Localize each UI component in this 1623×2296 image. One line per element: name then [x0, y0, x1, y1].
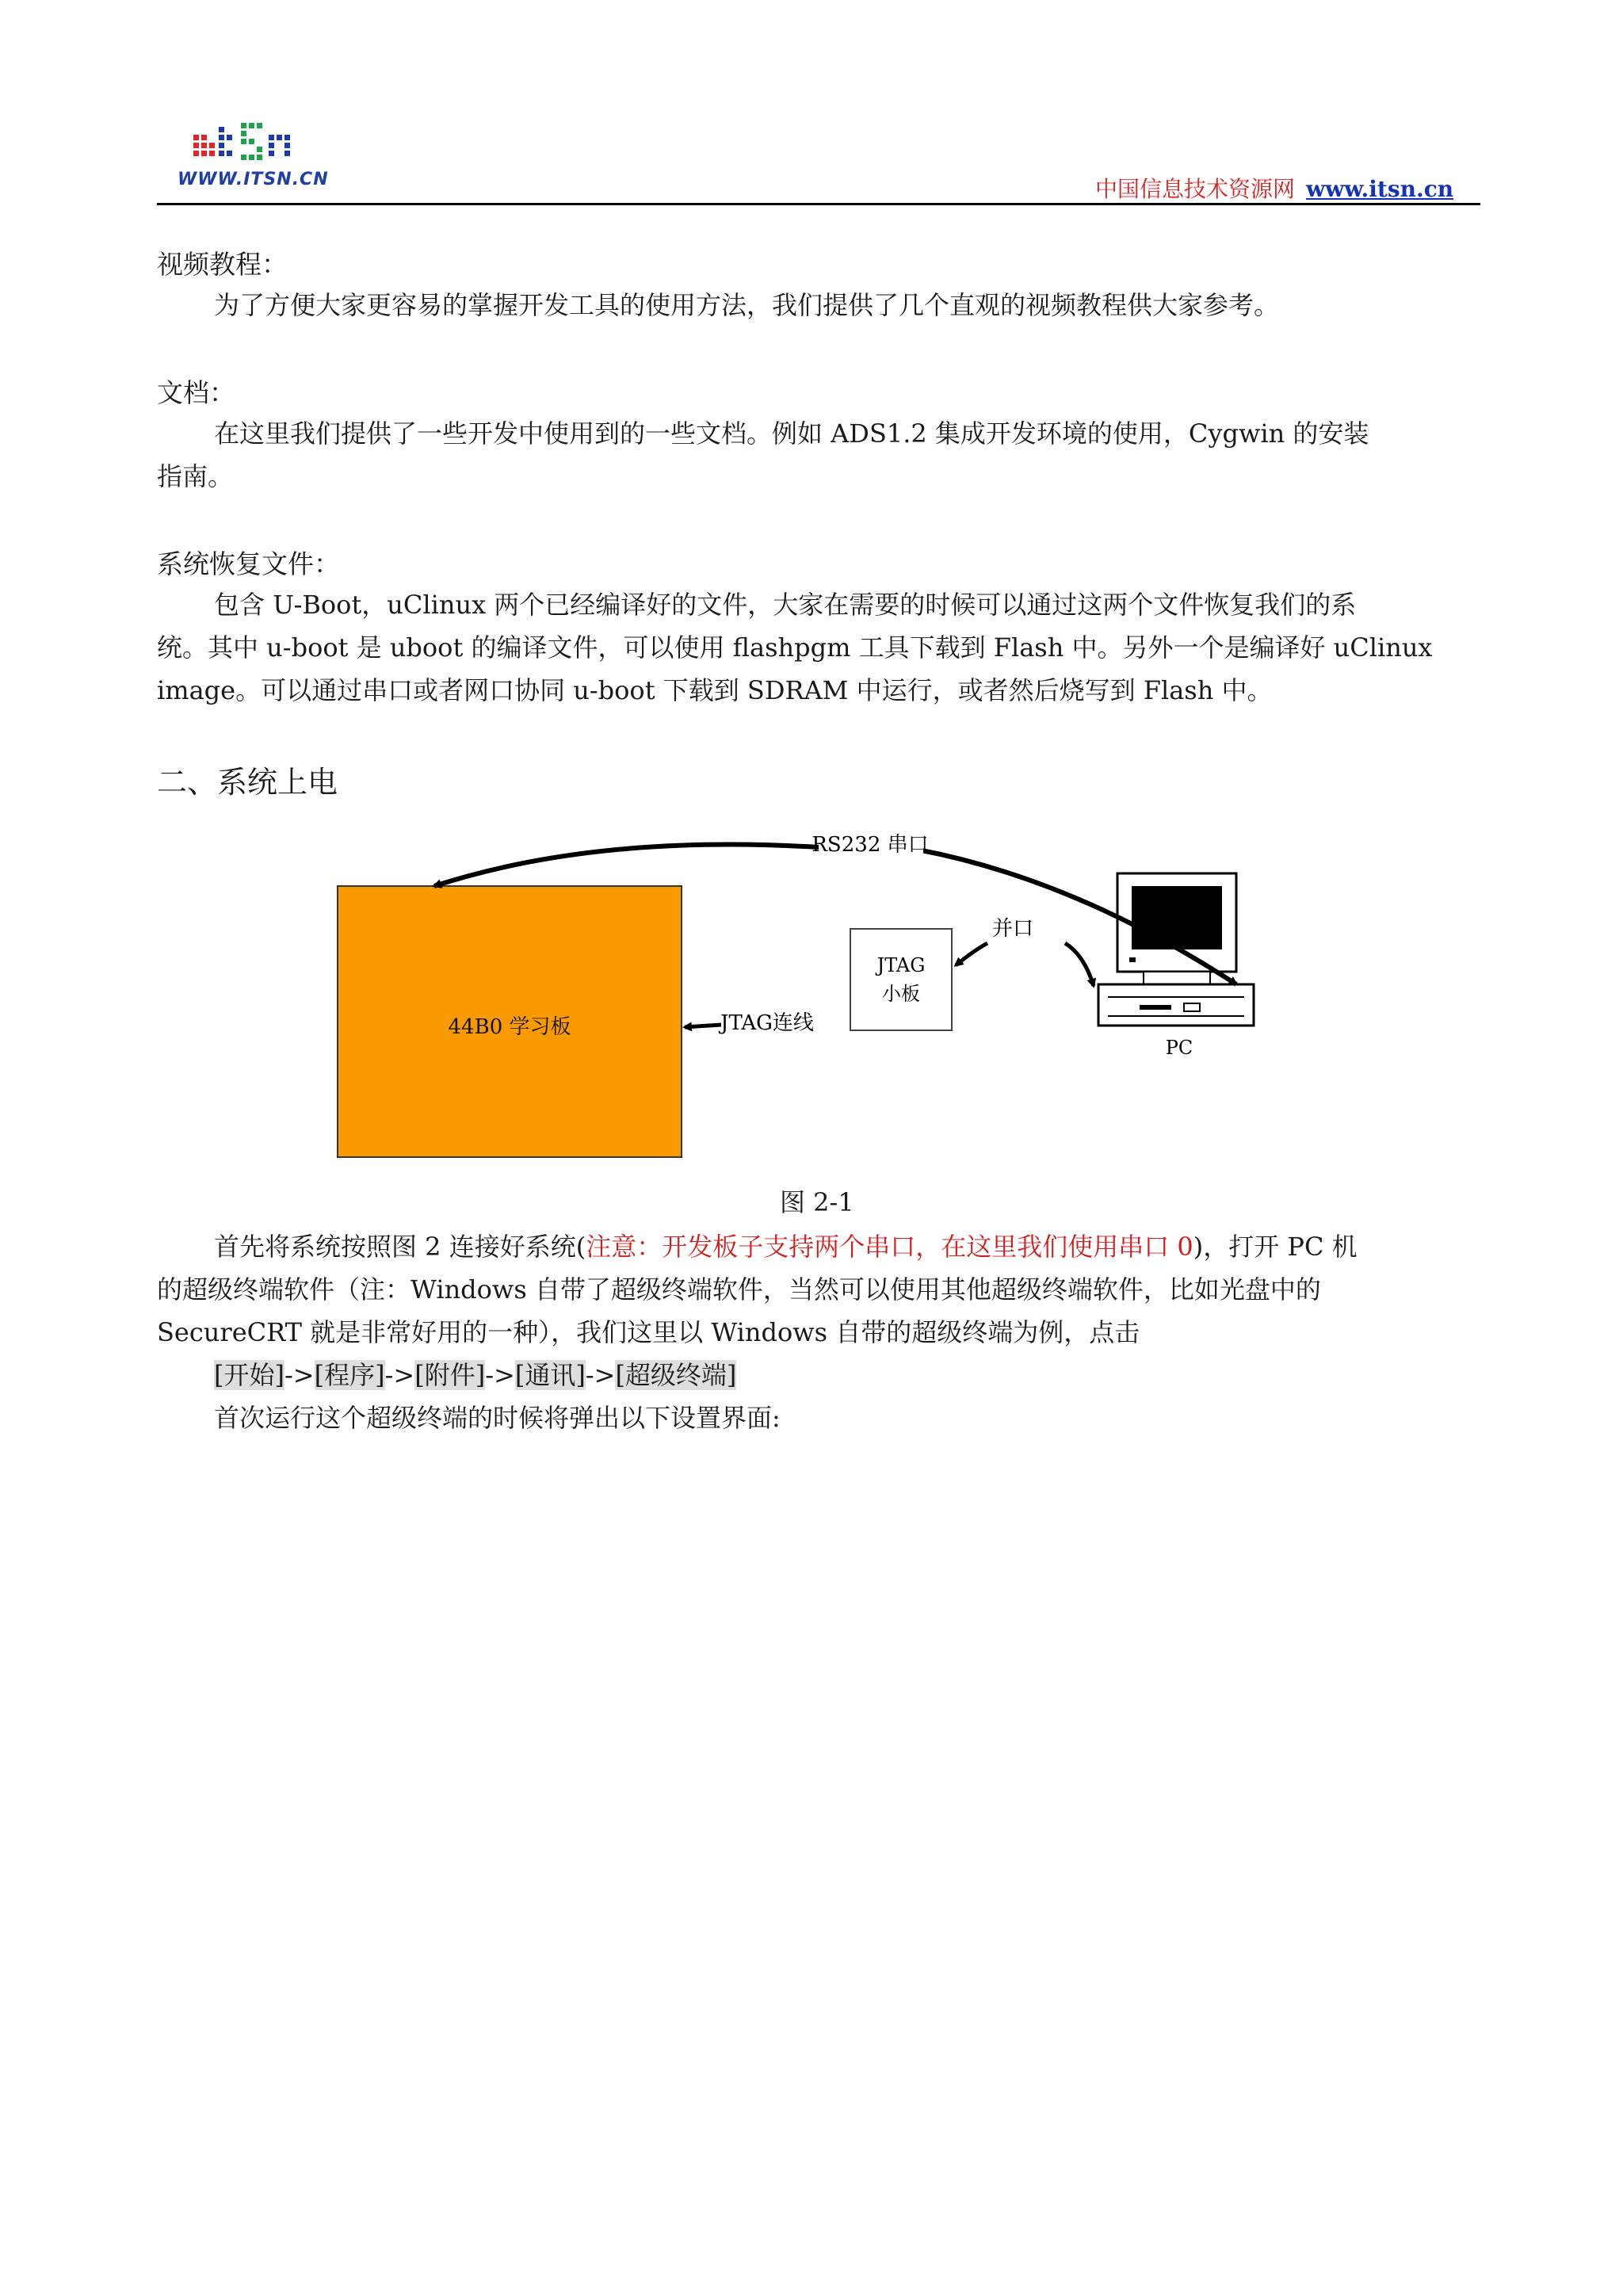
- menu-path-communications: [通讯]: [514, 1360, 586, 1390]
- body-para-1-line-3: SecureCRT 就是非常好用的一种），我们这里以 Windows 自带的超级终端为例，点击: [157, 1317, 1140, 1347]
- menu-sep: ->: [485, 1360, 515, 1390]
- site-header: [1095, 172, 1453, 204]
- site-url-link[interactable]: www.itsn.cn: [1306, 176, 1454, 202]
- parallel-arrow-left: [956, 943, 987, 965]
- rs232-label: RS232 串口: [812, 833, 929, 857]
- recovery-text-1: 包含 U-Boot，uClinux 两个已经编译好的文件，大家在需要的时候可以通过这两个文件恢复我们的系: [214, 590, 1357, 620]
- site-name: 中国信息技术资源网: [1095, 176, 1296, 202]
- parallel-arrow-right: [1065, 943, 1094, 986]
- body-para-1-line-1: [214, 1225, 1358, 1268]
- menu-path-start: [开始]: [214, 1360, 285, 1390]
- menu-path-accessories: [附件]: [414, 1360, 486, 1390]
- video-heading: 视频教程：: [157, 249, 288, 280]
- rs232-arrow: [434, 844, 831, 886]
- jtag-cable-label: JTAG连线: [720, 1011, 814, 1035]
- body-para-1-line-2: 的超级终端软件（注：Windows 自带了超级终端软件，当然可以使用其他超级终端软件，比如光盘中的: [157, 1274, 1321, 1305]
- docs-text-2: 指南。: [157, 461, 234, 491]
- menu-path: [214, 1354, 736, 1396]
- menu-path-hyperterminal: [超级终端]: [615, 1360, 737, 1390]
- jtag-box: [850, 929, 952, 1030]
- body-para-2: 首次运行这个超级终端的时候将弹出以下设置界面:: [214, 1403, 781, 1433]
- connection-diagram: [157, 824, 1480, 1173]
- jtag-label-1: JTAG: [876, 954, 926, 976]
- menu-sep: ->: [585, 1360, 616, 1390]
- body-para-1-start: 首先将系统按照图 2 连接好系统(: [214, 1232, 586, 1262]
- figure-caption: 图 2-1: [780, 1187, 854, 1217]
- pc-label: PC: [1165, 1037, 1193, 1059]
- recovery-heading: 系统恢复文件：: [157, 548, 340, 579]
- logo-text: WWW.ITSN.CN: [178, 170, 329, 189]
- parallel-label: 并口: [991, 917, 1034, 941]
- docs-text-1: 在这里我们提供了一些开发中使用到的一些文档。例如 ADS1.2 集成开发环境的使用，Cygwin 的安装: [214, 418, 1369, 449]
- video-text: 为了方便大家更容易的掌握开发工具的使用方法，我们提供了几个直观的视频教程供大家参考。: [214, 290, 1280, 320]
- docs-heading: 文档：: [157, 377, 235, 408]
- jtag-cable-arrow: [685, 1025, 721, 1027]
- body-para-1-end: )，打开 PC 机: [1193, 1232, 1358, 1262]
- menu-sep: ->: [284, 1360, 315, 1390]
- red-note: 注意：开发板子支持两个串口，在这里我们使用串口 0: [586, 1232, 1193, 1262]
- power-heading: 二、系统上电: [157, 765, 338, 800]
- menu-path-programs: [程序]: [314, 1360, 385, 1390]
- jtag-label-2: 小板: [882, 983, 920, 1005]
- recovery-text-3: image。可以通过串口或者网口协同 u-boot 下载到 SDRAM 中运行，或者然后烧写到 Flash 中。: [157, 675, 1273, 705]
- board-label: 44B0 学习板: [448, 1015, 571, 1039]
- header-rule: [157, 203, 1480, 205]
- menu-sep: ->: [384, 1360, 415, 1390]
- recovery-text-2: 统。其中 u-boot 是 uboot 的编译文件，可以使用 flashpgm 工具下载到 Flash 中。另外一个是编译好 uClinux: [157, 632, 1433, 663]
